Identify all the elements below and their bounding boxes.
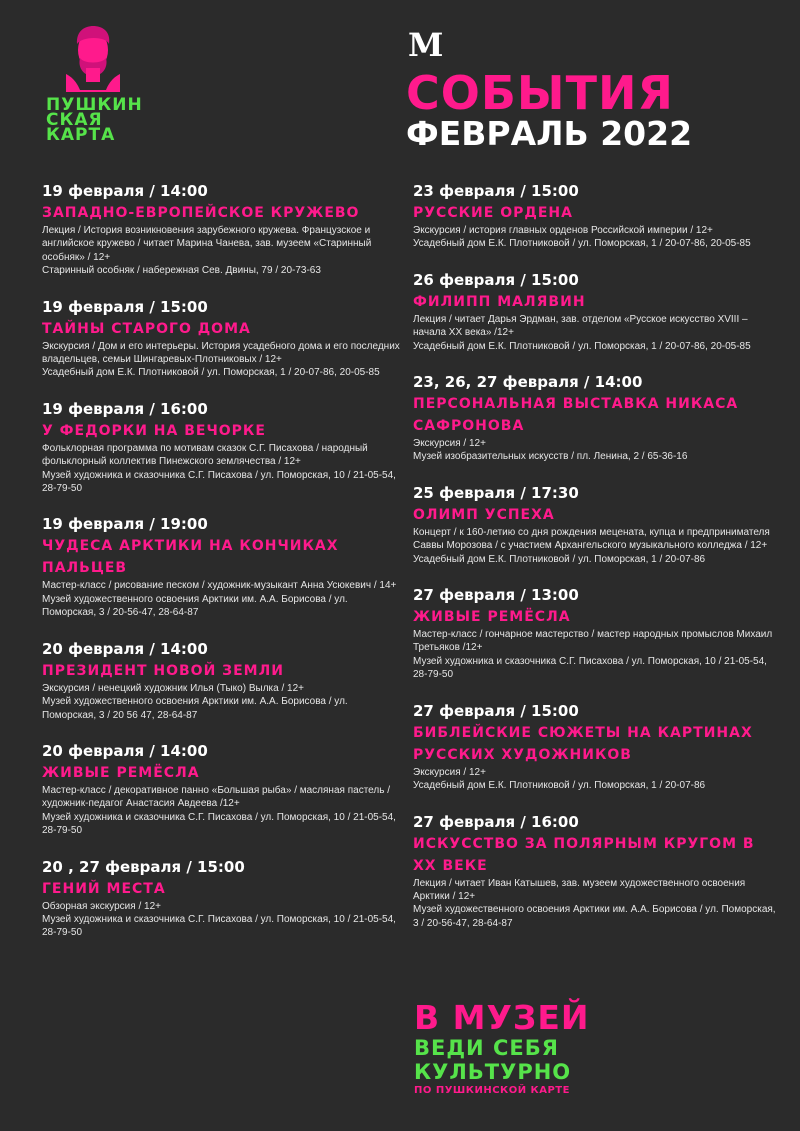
event-date: 26 февраля / 15:00 bbox=[413, 270, 579, 289]
event-venue: Усадебный дом Е.К. Плотниковой / ул. Поморская, 1 / 20-07-86, 20-05-85 bbox=[42, 367, 380, 379]
event-venue: Музей художника и сказочника С.Г. Писахова / ул. Поморская, 10 / 21-05-54, 28-79-50 bbox=[413, 655, 767, 681]
event-date: 20 февраля / 14:00 bbox=[42, 741, 208, 760]
event-card bbox=[42, 515, 402, 619]
event-title: ПЕРСОНАЛЬНАЯ ВЫСТАВКА НИКАСА САФРОНОВА bbox=[413, 396, 739, 435]
event-card bbox=[42, 298, 402, 380]
event-date: 19 февраля / 15:00 bbox=[42, 297, 208, 316]
event-venue: Музей художника и сказочника С.Г. Писахова / ул. Поморская, 10 / 21-05-54, 28-79-50 bbox=[42, 913, 396, 939]
event-description: Экскурсия / Дом и его интерьеры. История усадебного дома и его последних владельцев, семьи Шингаревых-Плотниковых / 12+ bbox=[42, 340, 400, 366]
event-description: Фольклорная программа по мотивам сказок С.Г. Писахова / народный фольклорный коллектив Пинежского землячества / 12+ bbox=[42, 442, 368, 468]
promo-line-4: ПО ПУШКИНСКОЙ КАРТЕ bbox=[414, 1085, 570, 1096]
event-card bbox=[42, 858, 402, 940]
pushkin-card-logo-line-3: КАРТА bbox=[46, 125, 116, 145]
event-title: ОЛИМП УСПЕХА bbox=[413, 506, 555, 523]
promo-line-3: КУЛЬТУРНО bbox=[414, 1060, 572, 1084]
events-left-column bbox=[42, 182, 402, 960]
pushkin-card-logo bbox=[46, 95, 196, 145]
event-description: Лекция / История возникновения зарубежного кружева. Французское и английское кружево / читает Марина Чанева, зав. музеем «Старинный особняк» / 12+ bbox=[42, 225, 372, 263]
pushkin-card-logo-line-2: СКАЯ bbox=[46, 110, 103, 130]
event-date: 19 февраля / 16:00 bbox=[42, 399, 208, 418]
event-description: Мастер-класс / декоративное панно «Большая рыба» / масляная пастель / художник-педагог Анастасия Авдеева /12+ bbox=[42, 784, 390, 810]
event-card bbox=[413, 813, 783, 931]
event-venue: Музей художественного освоения Арктики им. А.А. Борисова / ул. Поморская, 3 / 20-56-47, 28-64-87 bbox=[42, 593, 348, 619]
event-description: Мастер-класс / рисование песком / художник-музыкант Анна Усюкевич / 14+ bbox=[42, 580, 397, 592]
event-description: Экскурсия / 12+ bbox=[413, 766, 486, 778]
promo-slogan bbox=[414, 1000, 590, 1098]
event-venue: Усадебный дом Е.К. Плотниковой / ул. Поморская, 1 / 20-07-86 bbox=[413, 553, 706, 565]
promo-line-1: В МУЗЕЙ bbox=[414, 998, 590, 1037]
event-card bbox=[42, 742, 402, 838]
event-venue: Музей художника и сказочника С.Г. Писахова / ул. Поморская, 10 / 21-05-54, 28-79-50 bbox=[42, 469, 396, 495]
event-date: 25 февраля / 17:30 bbox=[413, 483, 579, 502]
event-date: 23 февраля / 15:00 bbox=[413, 182, 579, 200]
event-venue: Усадебный дом Е.К. Плотниковой / ул. Поморская, 1 / 20-07-86, 20-05-85 bbox=[413, 340, 751, 352]
event-card bbox=[413, 373, 783, 464]
page-title: СОБЫТИЯ bbox=[406, 66, 674, 120]
event-venue: Старинный особняк / набережная Сев. Двины, 79 / 20-73-63 bbox=[42, 265, 321, 277]
promo-line-2: ВЕДИ СЕБЯ bbox=[414, 1036, 559, 1060]
event-title: ЖИВЫЕ РЕМЁСЛА bbox=[42, 764, 200, 781]
event-date: 23, 26, 27 февраля / 14:00 bbox=[413, 373, 643, 392]
event-venue: Музей художника и сказочника С.Г. Писахова / ул. Поморская, 10 / 21-05-54, 28-79-50 bbox=[42, 811, 396, 837]
event-card bbox=[42, 400, 402, 496]
event-title: ИСКУССТВО ЗА ПОЛЯРНЫМ КРУГОМ В XX ВЕКЕ bbox=[413, 835, 755, 874]
event-description: Лекция / читает Дарья Эрдман, зав. отделом «Русское искусство XVIII – начала XX века» /12+ bbox=[413, 313, 748, 339]
page-subtitle: ФЕВРАЛЬ 2022 bbox=[406, 114, 693, 153]
event-card bbox=[413, 586, 783, 682]
event-venue: Музей художественного освоения Арктики им. А.А. Борисова / ул. Поморская, 3 / 20-56-47, 28-64-87 bbox=[413, 904, 776, 929]
event-description: Мастер-класс / гончарное мастерство / мастер народных промыслов Михаил Третьяков /12+ bbox=[413, 629, 773, 654]
event-title: У ФЕДОРКИ НА ВЕЧОРКЕ bbox=[42, 422, 266, 439]
event-card bbox=[413, 484, 783, 566]
event-card bbox=[413, 702, 783, 793]
event-card bbox=[42, 640, 402, 722]
event-title: ФИЛИПП МАЛЯВИН bbox=[413, 293, 586, 310]
event-venue: Усадебный дом Е.К. Плотниковой / ул. Поморская, 1 / 20-07-86 bbox=[413, 780, 706, 792]
event-date: 27 февраля / 15:00 bbox=[413, 701, 579, 720]
event-title: РУССКИЕ ОРДЕНА bbox=[413, 205, 573, 221]
event-venue: Музей изобразительных искусств / пл. Ленина, 2 / 65-36-16 bbox=[413, 451, 688, 463]
event-date: 19 февраля / 19:00 bbox=[42, 515, 208, 534]
event-venue: Музей художественного освоения Арктики им. А.А. Борисова / ул. Поморская, 3 / 20 56 47, 28-64-87 bbox=[42, 696, 348, 721]
event-title: ТАЙНЫ СТАРОГО ДОМА bbox=[42, 320, 251, 337]
event-description: Обзорная экскурсия / 12+ bbox=[42, 900, 161, 912]
event-description: Концерт / к 160-летию со дня рождения мецената, купца и предпринимателя Саввы Морозова / с участием Архангельского музыкального колледжа / 12+ bbox=[413, 526, 770, 552]
event-date: 27 февраля / 13:00 bbox=[413, 586, 579, 605]
event-date: 27 февраля / 16:00 bbox=[413, 812, 579, 831]
event-title: ЖИВЫЕ РЕМЁСЛА bbox=[413, 609, 571, 626]
event-title: ПРЕЗИДЕНТ НОВОЙ ЗЕМЛИ bbox=[42, 662, 284, 679]
event-title: ЧУДЕСА АРКТИКИ НА КОНЧИКАХ ПАЛЬЦЕВ bbox=[42, 538, 339, 577]
event-card bbox=[42, 182, 402, 278]
event-description: Экскурсия / история главных орденов Российской империи / 12+ bbox=[413, 225, 713, 236]
event-title: ЗАПАДНО-ЕВРОПЕЙСКОЕ КРУЖЕВО bbox=[42, 205, 360, 221]
event-date: 19 февраля / 14:00 bbox=[42, 182, 208, 200]
event-description: Экскурсия / ненецкий художник Илья (Тыко) Вылка / 12+ bbox=[42, 682, 304, 694]
events-right-column bbox=[413, 182, 783, 950]
event-date: 20 февраля / 14:00 bbox=[42, 639, 208, 658]
event-title: ГЕНИЙ МЕСТА bbox=[42, 880, 166, 897]
pushkin-bust-icon bbox=[62, 20, 124, 92]
museum-logo: М bbox=[408, 26, 444, 64]
event-date: 20 , 27 февраля / 15:00 bbox=[42, 857, 245, 876]
event-description: Лекция / читает Иван Катышев, зав. музеем художественного освоения Арктики / 12+ bbox=[413, 877, 746, 902]
event-venue: Усадебный дом Е.К. Плотниковой / ул. Поморская, 1 / 20-07-86, 20-05-85 bbox=[413, 238, 751, 250]
event-card bbox=[413, 182, 783, 251]
event-title: БИБЛЕЙСКИЕ СЮЖЕТЫ НА КАРТИНАХ РУССКИХ ХУДОЖНИКОВ bbox=[413, 724, 753, 763]
event-card bbox=[413, 271, 783, 353]
pushkin-card-logo-line-1: ПУШКИН bbox=[46, 95, 143, 115]
event-description: Экскурсия / 12+ bbox=[413, 438, 486, 450]
